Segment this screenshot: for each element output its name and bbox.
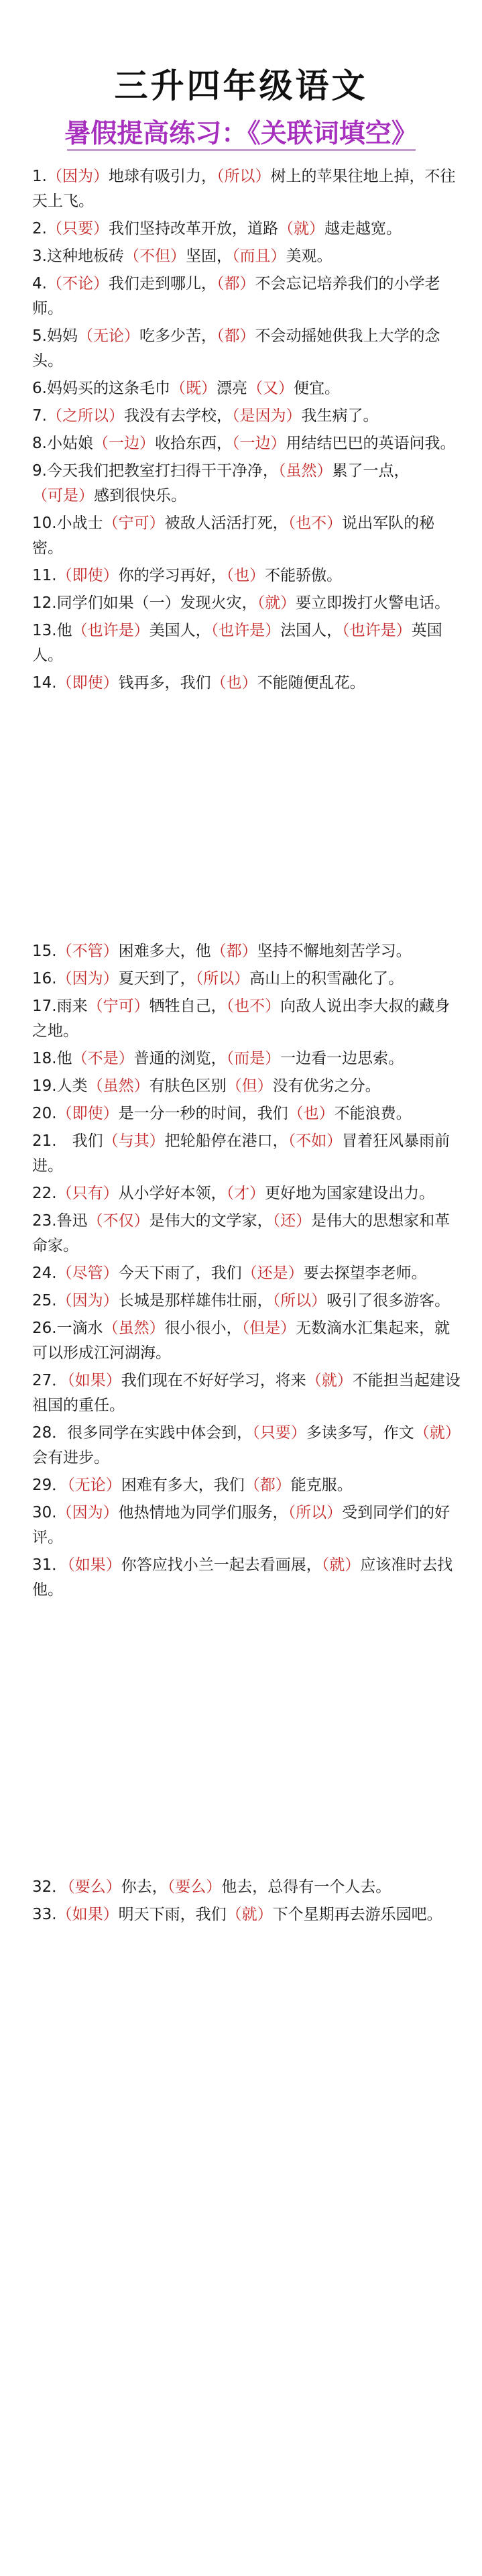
- answer-conjunction: （一边）: [93, 435, 155, 452]
- exercise-item: [32, 1046, 461, 1071]
- answer-conjunction: （又）: [247, 380, 294, 397]
- exercise-item: [32, 591, 461, 616]
- sentence-text: 高山上的积雪融化了。: [249, 970, 404, 987]
- sentence-text: 没有优劣之分。: [272, 1077, 381, 1095]
- answer-conjunction: （是因为）: [231, 407, 302, 425]
- exercise-group-2: [32, 939, 461, 1605]
- sentence-text: 坚固，: [185, 248, 232, 265]
- exercise-item: [32, 1875, 461, 1900]
- answer-conjunction: （宁可）: [103, 515, 165, 532]
- sentence-text: 是一分一秒的时间，我们: [118, 1105, 288, 1122]
- sentence-text: 33.: [32, 1906, 57, 1923]
- sentence-text: 普通的浏览，: [133, 1050, 227, 1067]
- sentence-text: 收拾东西，: [154, 435, 232, 452]
- answer-conjunction: （而且）: [231, 248, 286, 265]
- sentence-text: 是伟大的文学家，: [149, 1212, 273, 1230]
- sentence-text: 累了一点，: [332, 462, 410, 480]
- sentence-text: 9.今天我们把教室打扫得干干净净，: [32, 462, 278, 480]
- answer-conjunction: （也）: [210, 674, 257, 692]
- answer-conjunction: （也许是）: [210, 622, 281, 639]
- answer-conjunction: （不仅）: [87, 1212, 149, 1230]
- sentence-text: 法国人，: [280, 622, 343, 639]
- sentence-text: 你的学习再好，: [118, 567, 227, 584]
- answer-conjunction: （如果）: [67, 1372, 121, 1389]
- exercise-item: [32, 1421, 461, 1470]
- answer-conjunction: （即使）: [56, 674, 119, 692]
- sentence-text: 我没有去学校，: [123, 407, 232, 425]
- sentence-text: 今天下雨了，我们: [118, 1265, 242, 1282]
- answer-conjunction: （要么）: [167, 1878, 222, 1896]
- answer-conjunction: （因为）: [56, 1292, 119, 1309]
- exercise-item: [32, 244, 461, 269]
- answer-conjunction: （就）: [278, 220, 324, 237]
- answer-conjunction: （也许是）: [72, 622, 149, 639]
- answer-conjunction: （之所以）: [46, 407, 124, 425]
- sentence-text: 长城是那样雄伟壮丽，: [118, 1292, 273, 1309]
- answer-conjunction: （不如）: [288, 1132, 343, 1150]
- answer-conjunction: （虽然）: [278, 462, 333, 480]
- sentence-text: 18.他: [32, 1050, 72, 1067]
- sentence-text: 向敌人说出李大叔的藏身之地。: [32, 998, 450, 1040]
- exercise-item: [32, 1261, 461, 1286]
- sentence-text: 28．很多同学在实践中体会到，: [32, 1424, 253, 1442]
- answer-conjunction: （如果）: [56, 1906, 119, 1923]
- answer-conjunction: （就）: [321, 1556, 361, 1574]
- answer-conjunction: （与其）: [103, 1132, 165, 1150]
- sentence-text: 10.小战士: [32, 515, 103, 532]
- sentence-text: 6.妈妈买的这条毛巾: [32, 380, 170, 397]
- sentence-text: 29．: [32, 1477, 68, 1494]
- exercise-item: [32, 1316, 461, 1366]
- answer-conjunction: （也不）: [226, 998, 281, 1015]
- answer-conjunction: （都）: [210, 943, 257, 960]
- exercise-item: [32, 431, 461, 456]
- answer-conjunction: （可是）: [32, 487, 94, 504]
- exercise-item: [32, 217, 461, 241]
- sentence-text: 感到很快乐。: [94, 487, 186, 504]
- answer-conjunction: （即使）: [56, 567, 119, 584]
- sentence-text: 31．: [32, 1556, 68, 1574]
- answer-conjunction: （一边）: [231, 435, 286, 452]
- answer-conjunction: （如果）: [67, 1556, 121, 1574]
- sentence-text: 多读多写，作文: [306, 1424, 414, 1442]
- answer-conjunction: （因为）: [56, 1504, 119, 1521]
- sentence-text: 1.: [32, 168, 47, 185]
- sentence-text: 有肤色区别: [149, 1077, 227, 1095]
- sentence-text: 他热情地为同学们服务，: [118, 1504, 288, 1521]
- sentence-text: 困难有多大，我们: [121, 1477, 245, 1494]
- sentence-text: 地球有吸引力，: [108, 168, 217, 185]
- sentence-text: 不能骄傲。: [265, 567, 343, 584]
- answer-conjunction: （也）: [226, 567, 265, 584]
- sentence-text: 一边看一边思索。: [280, 1050, 404, 1067]
- exercise-item: [32, 967, 461, 991]
- sentence-text: 3.这种地板砖: [32, 248, 124, 265]
- exercise-item: [32, 376, 461, 401]
- sentence-text: 钱再多，我们: [118, 674, 211, 692]
- sentence-text: 受到同学们的好评。: [32, 1504, 450, 1546]
- sentence-text: 美观。: [286, 248, 333, 265]
- sentence-text: 32．: [32, 1878, 68, 1896]
- answer-conjunction: （只要）: [252, 1424, 306, 1442]
- answer-conjunction: （尽管）: [56, 1265, 119, 1282]
- sentence-text: 更好地为国家建设出力。: [265, 1185, 435, 1202]
- answer-conjunction: （也许是）: [342, 622, 412, 639]
- sentence-text: 要去探望李老师。: [303, 1265, 427, 1282]
- sentence-text: 很小很小，: [164, 1320, 242, 1337]
- sentence-text: 22.: [32, 1185, 57, 1202]
- sentence-text: 19.人类: [32, 1077, 88, 1095]
- answer-conjunction: （不论）: [46, 275, 109, 292]
- sentence-text: 便宜。: [293, 380, 340, 397]
- sentence-text: 美国人，: [149, 622, 211, 639]
- answer-conjunction: （但）: [226, 1077, 273, 1095]
- answer-conjunction: （宁可）: [87, 998, 149, 1015]
- exercise-item: [32, 671, 461, 696]
- sentence-text: 23.鲁迅: [32, 1212, 88, 1230]
- answer-conjunction: （还）: [272, 1212, 312, 1230]
- sentence-text: 吸引了很多游客。: [326, 1292, 450, 1309]
- sentence-text: 会有进步。: [32, 1449, 109, 1466]
- sentence-text: 15.: [32, 943, 57, 960]
- sentence-text: 17.雨来: [32, 998, 88, 1015]
- exercise-item: [32, 564, 461, 588]
- exercise-item: [32, 1368, 461, 1418]
- exercise-item: [32, 1501, 461, 1550]
- answer-conjunction: （就）: [257, 594, 296, 612]
- answer-conjunction: （所以）: [195, 970, 250, 987]
- sentence-text: 英国人。: [32, 622, 442, 664]
- sentence-text: 你去，: [121, 1878, 168, 1896]
- sentence-text: 7.: [32, 407, 47, 425]
- answer-conjunction: （无论）: [67, 1477, 121, 1494]
- subtitle-underline: [67, 149, 416, 151]
- answer-conjunction: （无论）: [77, 327, 139, 345]
- answer-conjunction: （就）: [414, 1424, 461, 1442]
- answer-conjunction: （都）: [244, 1477, 291, 1494]
- sentence-text: 不会动摇她供我上大学的念头。: [32, 327, 440, 370]
- answer-conjunction: （即使）: [56, 1105, 119, 1122]
- answer-conjunction: （所以）: [288, 1504, 343, 1521]
- sentence-text: 被敌人活活打死，: [164, 515, 288, 532]
- page-title: 三升四年级语文: [114, 66, 368, 105]
- answer-conjunction: （就）: [226, 1906, 273, 1923]
- sentence-text: 把轮船停在港口，: [164, 1132, 288, 1150]
- answer-conjunction: （只有）: [56, 1185, 119, 1202]
- sentence-text: 冒着狂风暴雨前进。: [32, 1132, 450, 1175]
- exercise-item: [32, 272, 461, 321]
- answer-conjunction: （也）: [288, 1105, 335, 1122]
- answer-conjunction: （因为）: [46, 168, 109, 185]
- exercise-item: [32, 1209, 461, 1258]
- answer-conjunction: （因为）: [56, 970, 119, 987]
- sentence-text: 是伟大的思想家和革命家。: [32, 1212, 450, 1254]
- sentence-text: 应该准时去找他。: [32, 1556, 453, 1599]
- sentence-text: 漂亮: [216, 380, 247, 397]
- exercise-item: [32, 404, 461, 429]
- sentence-text: 我们现在不好好学习，将来: [121, 1372, 306, 1389]
- sentence-text: 越走越宽。: [324, 220, 402, 237]
- sentence-text: 要立即拨打火警电话。: [296, 594, 450, 612]
- exercise-group-1: [32, 164, 461, 698]
- sentence-text: 他去，总得有一个人去。: [221, 1878, 391, 1896]
- sentence-text: 吃多少苦，: [139, 327, 217, 345]
- sentence-text: 不能随便乱花。: [257, 674, 365, 692]
- sentence-text: 困难多大，他: [118, 943, 211, 960]
- sentence-text: 27．: [32, 1372, 68, 1389]
- exercise-item: [32, 164, 461, 214]
- sentence-text: 20.: [32, 1105, 57, 1122]
- sentence-text: 能克服。: [290, 1477, 353, 1494]
- answer-conjunction: （所以）: [216, 168, 271, 185]
- answer-conjunction: （而是）: [226, 1050, 281, 1067]
- sentence-text: 夏天到了，: [118, 970, 196, 987]
- sentence-text: 14.: [32, 674, 57, 692]
- exercise-item: [32, 1473, 461, 1498]
- answer-conjunction: （要么）: [67, 1878, 121, 1896]
- sentence-text: 明天下雨，我们: [118, 1906, 227, 1923]
- sentence-text: 下个星期再去游乐园吧。: [272, 1906, 442, 1923]
- exercise-item: [32, 1289, 461, 1313]
- answer-conjunction: （就）: [306, 1372, 353, 1389]
- answer-conjunction: （虽然）: [103, 1320, 165, 1337]
- answer-conjunction: （不管）: [56, 943, 119, 960]
- exercise-item: [32, 619, 461, 668]
- exercise-item: [32, 994, 461, 1044]
- page-subtitle: 暑假提高练习：《关联词填空》: [64, 119, 418, 149]
- sentence-text: 4.: [32, 275, 47, 292]
- sentence-text: 不会忘记培养我们的小学老师。: [32, 275, 440, 317]
- answer-conjunction: （不但）: [123, 248, 186, 265]
- sentence-text: 坚持不懈地刻苦学习。: [257, 943, 412, 960]
- sentence-text: 25.: [32, 1292, 57, 1309]
- sentence-text: 从小学好本领，: [118, 1185, 227, 1202]
- sentence-text: 我们走到哪儿，: [108, 275, 217, 292]
- answer-conjunction: （还是）: [241, 1265, 304, 1282]
- exercise-item: [32, 939, 461, 964]
- exercise-item: [32, 511, 461, 561]
- exercise-item: [32, 1902, 461, 1927]
- sentence-text: 13.他: [32, 622, 72, 639]
- answer-conjunction: （虽然）: [87, 1077, 149, 1095]
- sentence-text: 16.: [32, 970, 57, 987]
- sentence-text: 24.: [32, 1265, 57, 1282]
- answer-conjunction: （只要）: [46, 220, 109, 237]
- sentence-text: 说出军队的秘密。: [32, 515, 435, 557]
- sentence-text: 26.一滴水: [32, 1320, 103, 1337]
- exercise-item: [32, 1102, 461, 1126]
- sentence-text: 2.: [32, 220, 47, 237]
- answer-conjunction: （所以）: [272, 1292, 327, 1309]
- answer-conjunction: （都）: [216, 327, 255, 345]
- exercise-item: [32, 1553, 461, 1603]
- exercise-item: [32, 459, 461, 508]
- sentence-text: 30.: [32, 1504, 57, 1521]
- sentence-text: 21. 我们: [32, 1132, 103, 1150]
- sentence-text: 你答应找小兰一起去看画展，: [121, 1556, 322, 1574]
- answer-conjunction: （既）: [170, 380, 217, 397]
- sentence-text: 牺牲自己，: [149, 998, 227, 1015]
- sentence-text: 树上的苹果往地上掉，不往天上飞。: [32, 168, 456, 210]
- answer-conjunction: （才）: [226, 1185, 265, 1202]
- sentence-text: 我生病了。: [301, 407, 379, 425]
- sentence-text: 8.小姑娘: [32, 435, 93, 452]
- sentence-text: 12.同学们如果（一）发现火灾，: [32, 594, 257, 612]
- sentence-text: 11.: [32, 567, 57, 584]
- answer-conjunction: （不是）: [72, 1050, 134, 1067]
- sentence-text: 不能浪费。: [334, 1105, 412, 1122]
- answer-conjunction: （但是）: [241, 1320, 296, 1337]
- sentence-text: 用结结巴巴的英语问我。: [286, 435, 456, 452]
- exercise-item: [32, 1129, 461, 1179]
- exercise-item: [32, 1074, 461, 1099]
- exercise-group-3: [32, 1875, 461, 1930]
- sentence-text: 5.妈妈: [32, 327, 78, 345]
- sentence-text: 无数滴水汇集起来，就可以形成江河湖海。: [32, 1320, 450, 1362]
- sentence-text: 我们坚持改革开放，道路: [108, 220, 278, 237]
- answer-conjunction: （都）: [216, 275, 255, 292]
- exercise-item: [32, 1181, 461, 1206]
- exercise-item: [32, 324, 461, 374]
- sentence-text: 不能担当起建设祖国的重任。: [32, 1372, 461, 1414]
- answer-conjunction: （也不）: [288, 515, 343, 532]
